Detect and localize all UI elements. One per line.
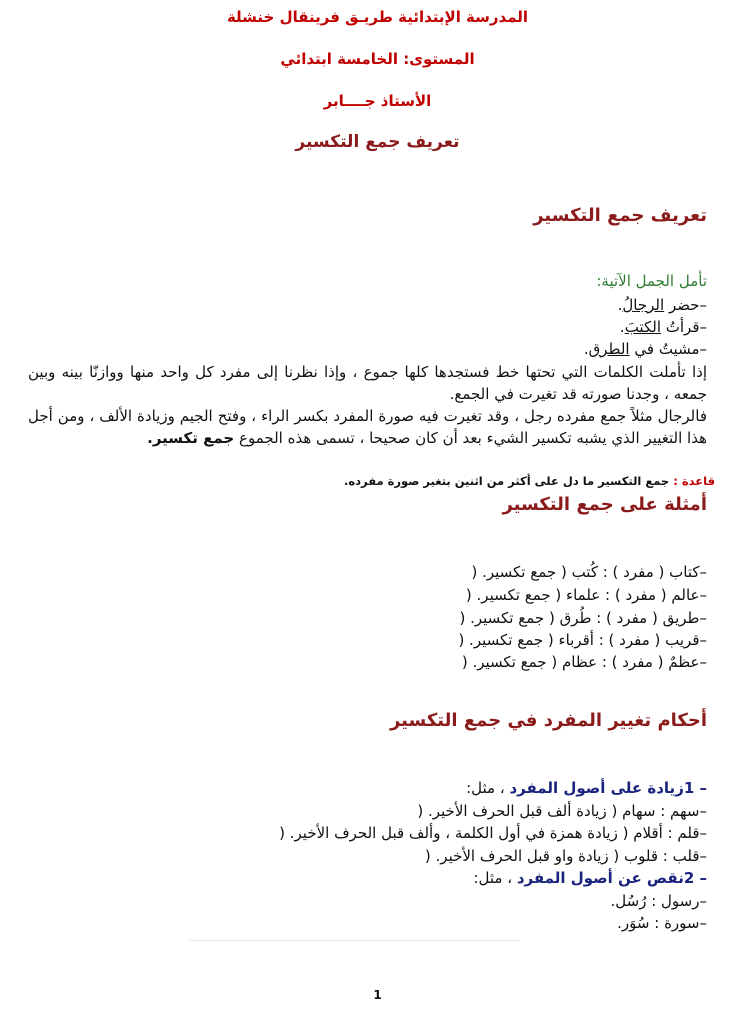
- example-sentence: –مشيتُ في الطرق.: [583, 340, 707, 358]
- teacher-name: الأستاذ جــــابر: [323, 92, 432, 110]
- addition-heading: – 1زيادة على أصول المفرد ، مثل:: [466, 779, 707, 797]
- rule-note: قاعدة : جمع التكسير ما دل على أكثر من اثنين بتغير صورة مفرده.: [344, 474, 715, 488]
- divider: [190, 940, 520, 941]
- example-item: –عظمٌ ( مفرد ) : عظام ( جمع تكسير. (: [461, 653, 707, 671]
- reduction-item: –رسول : رُسُل.: [610, 892, 707, 910]
- reduction-heading: – 2نقص عن أصول المفرد ، مثل:: [473, 869, 707, 887]
- reduction-item: –سورة : سُوَر.: [617, 914, 707, 932]
- example-item: –كتاب ( مفرد ) : كُتب ( جمع تكسير. (: [471, 563, 707, 581]
- example-item: –طريق ( مفرد ) : طُرق ( جمع تكسير. (: [459, 609, 707, 627]
- examples-title: أمثلة على جمع التكسير: [502, 494, 707, 515]
- explanation-paragraph-1: إذا تأملت الكلمات التي تحتها خط فستجدها كلها جموع ، وإذا نظرنا إلى مفرد كل واحد منها ووازنّا بينه وبين جمعه ، وجدنا صورته قد تغيرت في الجمع.: [28, 363, 707, 403]
- example-sentence: –قرأتُ الكتبَ.: [619, 318, 707, 336]
- example-sentence: –حضر الرجالُ.: [617, 296, 707, 314]
- instruction-text: تأمل الجمل الآتية:: [596, 272, 707, 290]
- rules-title: أحكام تغيير المفرد في جمع التكسير: [389, 710, 707, 731]
- lesson-title: تعريف جمع التكسير: [295, 132, 460, 152]
- grade-level: المستوى: الخامسة ابتدائي: [280, 50, 475, 68]
- definition-title: تعريف جمع التكسير: [533, 205, 707, 226]
- page-number: 1: [373, 988, 382, 1002]
- addition-item: –قلم : أقلام ( زيادة همزة في أول الكلمة ، وألف قبل الحرف الأخير. (: [279, 824, 707, 842]
- addition-item: –قلب : قلوب ( زيادة واو قبل الحرف الأخير. (: [424, 847, 707, 865]
- example-item: –عالم ( مفرد ) : علماء ( جمع تكسير. (: [465, 586, 707, 604]
- example-item: –قريب ( مفرد ) : أقرباء ( جمع تكسير. (: [458, 631, 707, 649]
- school-name: المدرسة الإبتدائية طريـق فرينقال خنشلة: [226, 8, 529, 26]
- addition-item: –سهم : سهام ( زيادة ألف قبل الحرف الأخير. (: [417, 802, 707, 820]
- explanation-paragraph-2: فالرجال مثلاً جمع مفرده رجل ، وقد تغيرت فيه صورة المفرد بكسر الراء ، وفتح الجيم وزيادة الألف ، ومن أجل هذا التغيير الذي يشبه تكسير الشيء بعد أن كان صحيحا ، تسمى هذه الجموع جمع تكسير.: [28, 407, 707, 447]
